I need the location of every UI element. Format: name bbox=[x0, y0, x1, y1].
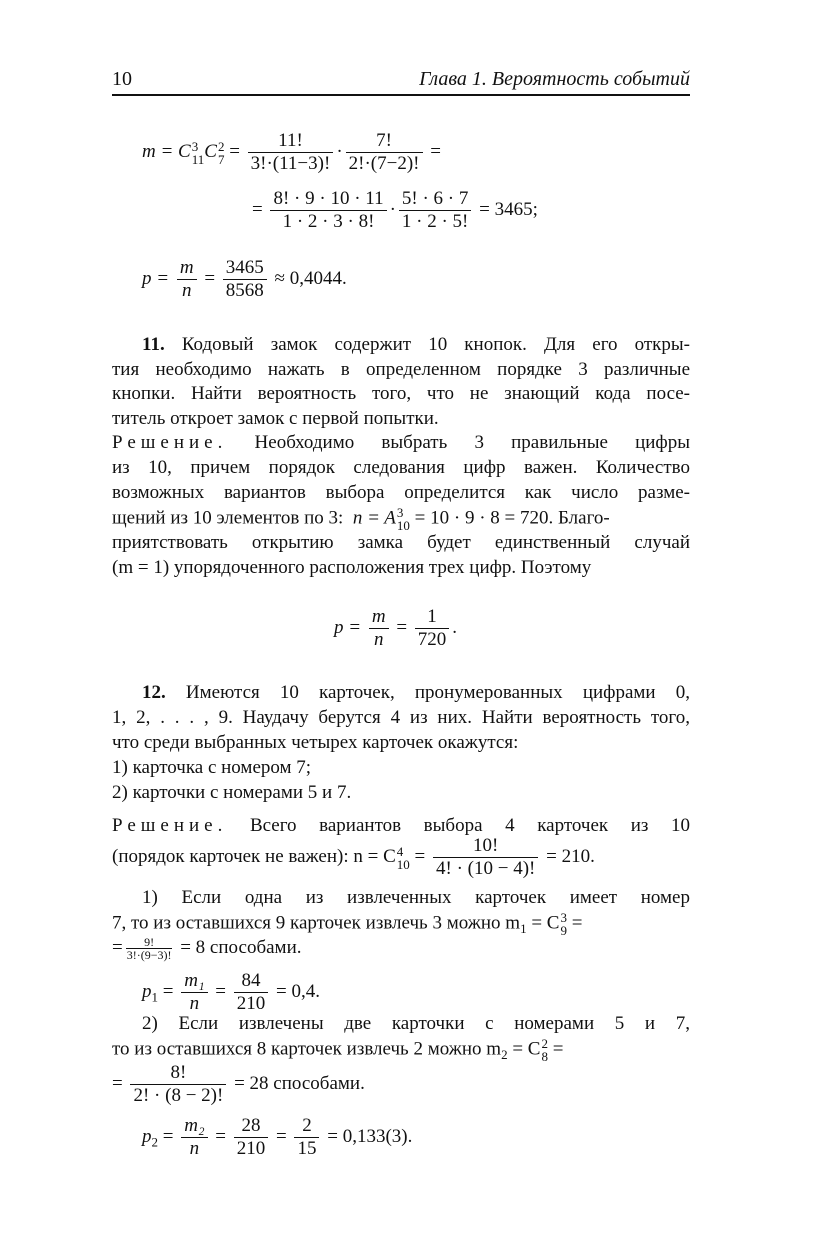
solution-12-formula: (порядок карточек не важен): n = C 4 10 = $\frac{10!}{4! \cdot (10 - 4)!}$ = 210. bbox=[112, 835, 595, 879]
case-1-line: 7, то из оставшихся 9 карточек извлечь 3 можно $m_1 = C$ 3 9 = bbox=[112, 910, 583, 938]
solution-11-line: (m = 1) упорядоченного расположения трех цифр. Поэтому bbox=[112, 557, 592, 578]
equation-p-11: p = $\frac{m}{n}$ = $\frac{1}{720}$ . bbox=[334, 606, 458, 650]
problem-11-line: 11. Кодовый замок содержит 10 кнопок. Для его откры- bbox=[142, 334, 691, 355]
solution-12-line: Решение. Всего вариантов выбора 4 карточек из 10 bbox=[112, 815, 690, 836]
solution-11-line: Решение. Необходимо выбрать 3 правильные цифры bbox=[112, 432, 690, 453]
case-1-line: 1) Если одна из извлеченных карточек имеет номер bbox=[142, 887, 690, 908]
header-rule bbox=[112, 94, 690, 96]
problem-11-line: тия необходимо нажать в определенном порядке 3 различные bbox=[112, 359, 690, 380]
problem-12-line: 1, 2, . . . , 9. Наудачу берутся 4 из них. Найти вероятность того, bbox=[112, 707, 690, 728]
equation-p: p = $\frac{m}{n}$ = $\frac{3465}{8568}$ ≈ 0,4044. bbox=[142, 257, 347, 301]
equation-p1: $p_1$ = $\frac{\text{m₁}}{n}$ = $\frac{84}{210}$ = 0,4. bbox=[142, 970, 320, 1014]
running-title: Глава 1. Вероятность событий bbox=[419, 68, 690, 90]
solution-11-line: щений из 10 элементов по 3: n = A 3 10 = 10 · 9 · 8 = 720. Благо- bbox=[112, 505, 610, 533]
problem-12-line: 2) карточки с номерами 5 и 7. bbox=[112, 782, 352, 803]
problem-11-line: титель откроет замок с первой попытки. bbox=[112, 408, 439, 429]
equation-m: m = C 3 11 C 2 7 = $\frac{11!}{3!\cdot(11-3)!}$ · $\frac{7!}{2!\cdot(7-2)!}$ = bbox=[142, 130, 441, 174]
case-2-line: = $\frac{8!}{2! \cdot (8 - 2)!}$ = 28 способами. bbox=[112, 1062, 365, 1106]
page-number: 10 bbox=[112, 68, 132, 90]
solution-11-line: приятствовать открытию замка будет единственный случай bbox=[112, 532, 690, 553]
case-1-line: = $\frac{9!}{3!\cdot(9-3)!}$ = 8 способами. bbox=[112, 935, 302, 963]
problem-12-line: что среди выбранных четырех карточек окажутся: bbox=[112, 732, 519, 753]
case-2-line: 2) Если извлечены две карточки с номерами 5 и 7, bbox=[142, 1013, 690, 1034]
problem-12-line: 1) карточка с номером 7; bbox=[112, 757, 312, 778]
case-2-line: то из оставшихся 8 карточек извлечь 2 можно $m_2 = C$ 2 8 = bbox=[112, 1036, 564, 1064]
problem-11-line: кнопки. Найти вероятность того, что не знающий кода посе- bbox=[112, 383, 690, 404]
solution-11-line: из 10, причем порядок следования цифр важен. Количество bbox=[112, 457, 690, 478]
equation-p2: $p_2$ = $\frac{\text{m₂}}{n}$ = $\frac{28}{210}$ = $\frac{2}{15}$ = 0,133(3). bbox=[142, 1115, 413, 1159]
problem-12-line: 12. Имеются 10 карточек, пронумерованных цифрами 0, bbox=[142, 682, 690, 703]
equation-m-continued: = $\frac{8! \cdot 9 \cdot 10 \cdot 11}{1 \cdot 2 \cdot 3 \cdot 8!}$ · $\frac{5! \cdot 6 \cdot 7}{1 \cdot 2 \cdot 5!}$ = 3465; bbox=[252, 188, 538, 232]
solution-11-line: возможных вариантов выбора определится как число разме- bbox=[112, 482, 690, 503]
